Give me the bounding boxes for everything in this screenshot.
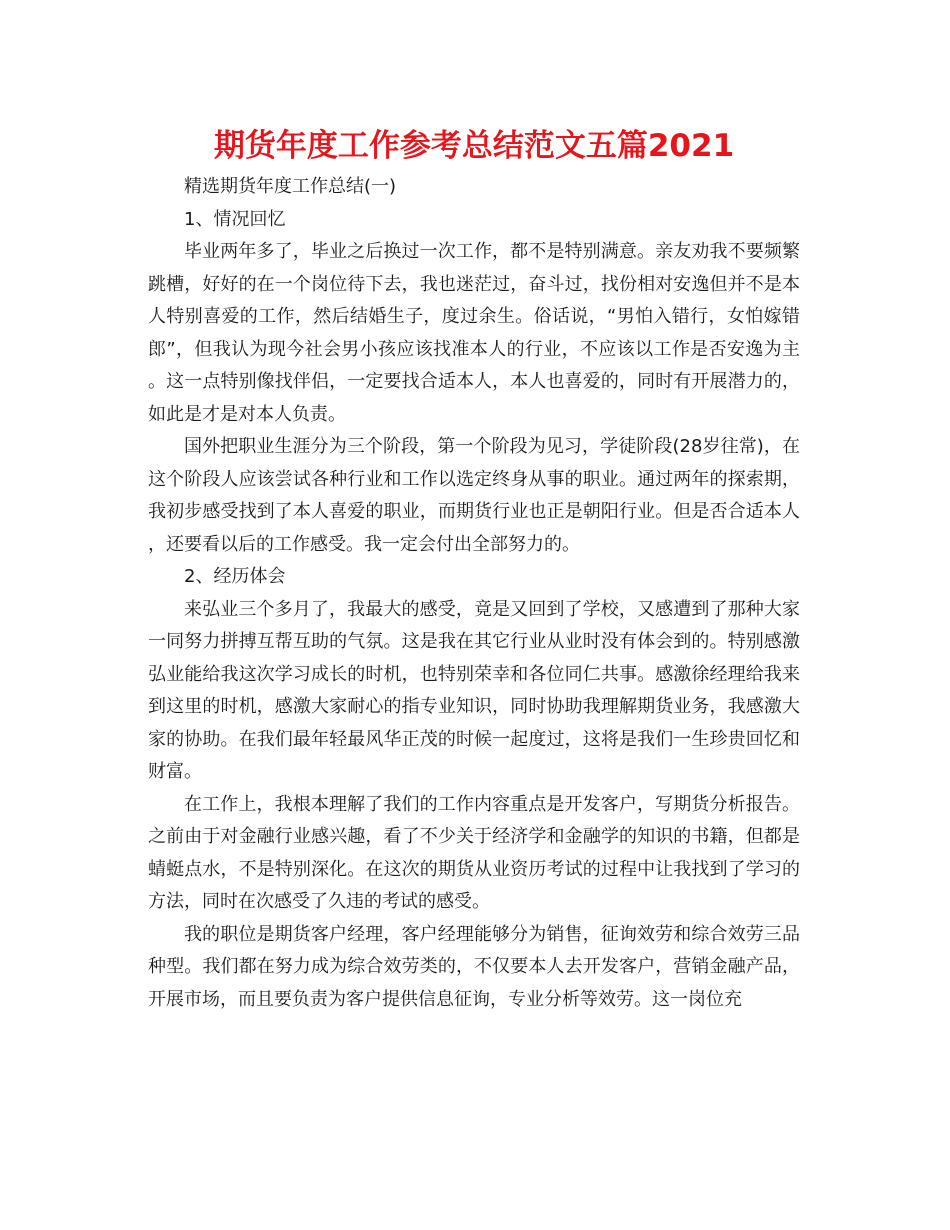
paragraph: 我的职位是期货客户经理，客户经理能够分为销售，征询效劳和综合效劳三品种型。我们都在努力成为综合效劳类的，不仅要本人去开发客户，营销金融产品，开展市场，而且要负责为客户提供信息征询，专业分析等效劳。这一岗位充 (148, 923, 800, 1010)
paragraph: 在工作上，我根本理解了我们的工作内容重点是开发客户，写期货分析报告。之前由于对金融行业感兴趣，看了不少关于经济学和金融学的知识的书籍，但都是蜻蜓点水，不是特别深化。在这次的期货从业资历考试的过程中让我找到了学习的方法，同时在次感受了久违的考试的感受。 (148, 793, 800, 912)
document-body (148, 124, 800, 1016)
section-heading-2: 2、经历体会 (184, 566, 286, 587)
paragraph: 来弘业三个多月了，我最大的感受，竟是又回到了学校，又感遭到了那种大家一同努力拼搏互帮互助的气氛。这是我在其它行业从业时没有体会到的。特别感激弘业能给我这次学习成长的时机，也特别荣幸和各位同仁共事。感激徐经理给我来到这里的时机，感激大家耐心的指专业知识，同时协助我理解期货业务，我感激大家的协助。在我们最年轻最风华正茂的时候一起度过，这将是我们一生珍贵回忆和财富。 (148, 598, 800, 782)
paragraph: 毕业两年多了，毕业之后换过一次工作，都不是特别满意。亲友劝我不要频繁跳槽，好好的在一个岗位待下去，我也迷茫过，奋斗过，找份相对安逸但并不是本人特别喜爱的工作，然后结婚生子，度过余生。俗话说，“男怕入错行，女怕嫁错郎”，但我认为现今社会男小孩应该找准本人的行业，不应该以工作是否安逸为主。这一点特别像找伴侣，一定要找合适本人，本人也喜爱的，同时有开展潜力的，如此是才是对本人负责。 (148, 241, 800, 425)
section-heading-1: 1、情况回忆 (184, 208, 286, 230)
document-title: 期货年度工作参考总结范文五篇2021 (213, 128, 735, 164)
paragraph: 国外把职业生涯分为三个阶段，第一个阶段为见习，学徒阶段(28岁往常)，在这个阶段人应该尝试各种行业和工作以选定终身从事的职业。通过两年的探索期，我初步感受找到了本人喜爱的职业，而期货行业也正是朝阳行业。但是否合适本人，还要看以后的工作感受。我一定会付出全部努力的。 (148, 436, 800, 555)
document-subtitle: 精选期货年度工作总结(一) (184, 176, 397, 197)
